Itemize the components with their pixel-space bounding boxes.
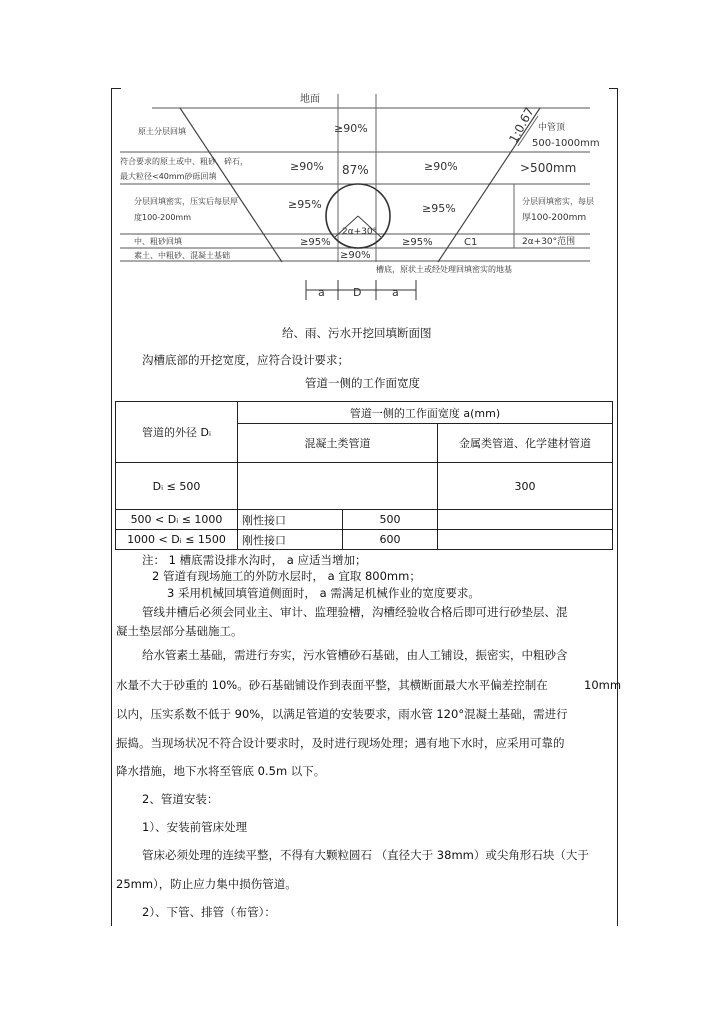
section-heading: 2、管道安装：	[142, 792, 219, 806]
note-line: 注： 1 槽底需设排水沟时， a 应适当增加；	[142, 553, 367, 567]
compaction-label: ≥95%	[402, 237, 433, 248]
body-line: 降水措施，地下水将至管底 0.5m 以下。	[116, 764, 326, 778]
table-cell: 500 < Dᵢ ≤ 1000	[116, 510, 238, 530]
angle-label: 2α+30°	[342, 227, 378, 237]
compaction-label: ≥90%	[340, 250, 371, 261]
table-cell	[238, 463, 438, 510]
body-line: 水量不大于砂重的 10%。砂石基础铺设作到表面平整，其横断面最大水平偏差控制在	[116, 678, 548, 692]
table-cell	[438, 530, 613, 550]
compaction-label: ≥90%	[424, 160, 458, 173]
cover-depth-label: >500mm	[520, 161, 577, 175]
table-cell: 500	[343, 510, 438, 530]
header-concrete-pipe: 混凝土类管道	[238, 424, 438, 463]
note-line: 2 管道有现场施工的外防水层时， a 宜取 800mm；	[152, 569, 421, 583]
header-work-width: 管道一侧的工作面宽度 a(mm)	[238, 402, 613, 424]
body-line: 管床必须处理的连续平整，不得有大颗粒圆石 （直径大于 38mm）或尖角形石块（大于	[142, 848, 589, 862]
layer-label-left: 分层回填密实，压实后每层厚	[134, 197, 238, 206]
table-cell: 刚性接口	[238, 530, 343, 550]
bottom-note: 槽底，原状土或经处理回填密实的地基	[376, 265, 512, 274]
paragraph: 沟槽底部的开挖宽度，应符合设计要求；	[142, 353, 349, 367]
body-line: 管线井槽后必须会同业主、审计、监理验槽，沟槽经验收合格后即可进行砂垫层、混	[142, 605, 568, 619]
layer-label-left: 最大粒径<40mm砂砾回填	[120, 172, 217, 181]
layer-label-left: 符合要求的原土或中、粗砂、碎石，	[120, 157, 248, 166]
compaction-label: ≥95%	[288, 198, 322, 211]
body-line: 给水管素土基础，需进行夯实，污水管槽砂石基础，由人工铺设，振密实，中粗砂含	[142, 648, 568, 662]
body-line: 凝土垫层部分基础施工。	[116, 624, 243, 638]
table-title: 管道一侧的工作面宽度	[305, 376, 420, 390]
c-label: C1	[464, 237, 478, 248]
body-line: 振捣。当现场状况不符合设计要求时，及时进行现场处理；遇有地下水时，应采用可靠的	[116, 736, 565, 750]
table-cell: 刚性接口	[238, 510, 343, 530]
backfill-section-diagram	[120, 88, 614, 310]
table-cell: Dᵢ ≤ 500	[116, 463, 238, 510]
diagram-caption: 给、雨、污水开挖回填断面图	[282, 326, 432, 340]
layer-label-right: 500-1000mm	[532, 138, 600, 149]
work-width-table	[115, 401, 613, 550]
compaction-label: ≥95%	[300, 237, 331, 248]
trench-slope-left	[180, 108, 282, 262]
layer-label-left: 度100-200mm	[134, 213, 192, 222]
compaction-label: 87%	[342, 163, 369, 177]
compaction-label: ≥95%	[422, 202, 456, 215]
layer-label-left: 素土、中粗砂、混凝土基础	[134, 251, 230, 260]
subsection-heading: 2）、下管、排管（布管）：	[142, 905, 276, 919]
header-outer-diameter: 管道的外径 Dᵢ	[116, 402, 238, 463]
note-line: 3 采用机械回填管道侧面时， a 需满足机械作业的宽度要求。	[167, 586, 480, 600]
slope-ratio-label: 1:0.67	[506, 104, 537, 146]
dim-a-left: a	[318, 286, 325, 299]
compaction-label: ≥90%	[334, 122, 368, 135]
compaction-label: ≥90%	[290, 160, 324, 173]
header-metal-pipe: 金属类管道、化学建材管道	[438, 424, 613, 463]
body-line: 以内，压实系数不低于 90%，以满足管道的安装要求，雨水管 120°混凝土基础，需进行	[116, 707, 568, 721]
dim-a-right: a	[392, 286, 399, 299]
layer-label-right: 分层回填密实，每层	[522, 197, 594, 206]
body-line: 25mm），防止应力集中损伤管道。	[116, 877, 297, 891]
ground-label: 地面	[300, 94, 320, 105]
layer-label-left: 中、粗砂回填	[134, 237, 182, 246]
layer-label-right: 厚100-200mm	[522, 213, 587, 223]
table-cell: 1000 < Dᵢ ≤ 1500	[116, 530, 238, 550]
table-cell: 300	[438, 463, 613, 510]
body-line: 10mm	[584, 678, 622, 692]
dim-D: D	[353, 286, 362, 299]
table-cell	[438, 510, 613, 530]
layer-label-left: 原土分层回填	[138, 127, 186, 136]
table-cell: 600	[343, 530, 438, 550]
subsection-heading: 1）、安装前管床处理	[142, 820, 248, 834]
layer-label-right: 中管顶	[538, 123, 566, 133]
angle-range-label: 2α+30°范围	[522, 237, 576, 247]
